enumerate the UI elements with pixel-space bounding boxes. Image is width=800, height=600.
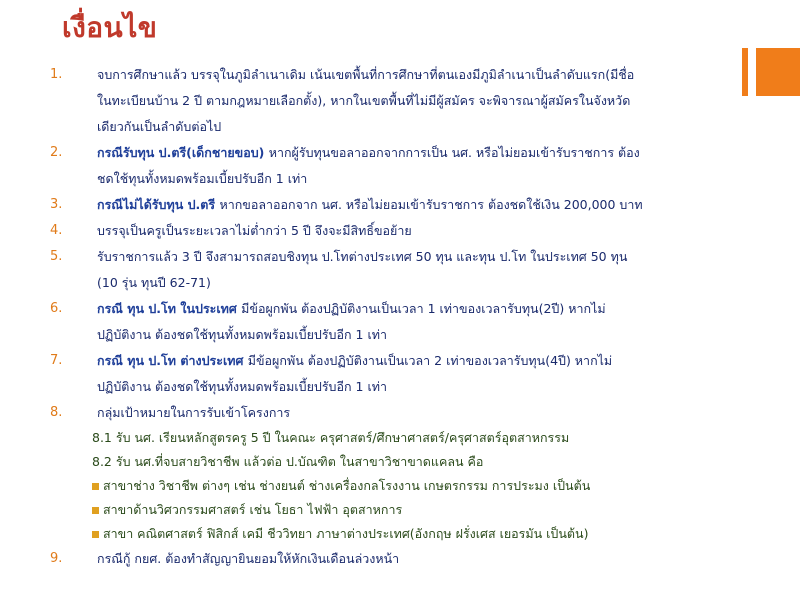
item-line [97,400,740,426]
item-lead: กรณีไม่ได้รับทุน ป.ตรี [97,197,220,212]
bullet-text: สาขาช่าง วิชาชีพ ต่างๆ เช่น ช่างยนต์ ช่างเครื่องกลโรงงาน เกษตรกรรม การประมง เป็นต้น [103,478,591,493]
square-bullet-icon [92,531,99,538]
item-text: หากผู้รับทุนขอลาออกจากการเป็น นศ. หรือไม่ยอมเข้ารับราชการ ต้อง [268,145,640,160]
accent-box [756,48,800,96]
item-line [97,62,740,88]
item-number: 3. [50,197,63,212]
item-number: 2. [50,145,63,160]
item-line [97,348,740,374]
item-line [97,114,740,140]
square-bullet-icon [92,483,99,490]
item-number: 1. [50,67,63,82]
list-item [0,546,740,572]
item-line [97,88,740,114]
item-number: 8. [50,405,63,420]
item-text: เดียวกันเป็นลำดับต่อไป [97,119,222,134]
item-number: 5. [50,249,63,264]
item-text: กรณีกู้ กยศ. ต้องทำสัญญายินยอมให้หักเงินเดือนล่วงหน้า [97,551,400,566]
bullet-item [0,474,740,498]
list-item [0,62,740,140]
item-text: ในทะเบียนบ้าน 2 ปี ตามกฎหมายเลือกตั้ง), หากในเขตพื้นที่ไม่มีผู้สมัคร จะพิจารณาผู้สมัครในจังหวัด [97,93,631,108]
item-text: มีข้อผูกพัน ต้องปฏิบัติงานเป็นเวลา 1 เท่าของเวลารับทุน(2ปี) หากไม่ [241,301,606,316]
item-text: ชดใช้ทุนทั้งหมดพร้อมเบี้ยปรับอีก 1 เท่า [97,171,308,186]
item-number: 7. [50,353,63,368]
list-item [0,218,740,244]
sub-item: 8.1 รับ นศ. เรียนหลักสูตรครู 5 ปี ในคณะ ครุศาสตร์/ศึกษาศาสตร์/ครุศาสตร์อุตสาหกรรม [92,430,570,445]
item-text: มีข้อผูกพัน ต้องปฏิบัติงานเป็นเวลา 2 เท่าของเวลารับทุน(4ปี) หากไม่ [247,353,613,368]
sub-item: 8.2 รับ นศ.ที่จบสายวิชาชีพ แล้วต่อ ป.บัณฑิต ในสาขาวิชาขาดแคลน คือ [92,454,484,469]
item-text: รับราชการแล้ว 3 ปี จึงสามารถสอบชิงทุน ป.โทต่างประเทศ 50 ทุน และทุน ป.โท ในประเทศ 50 ทุน [97,249,628,264]
item-line [97,296,740,322]
item-line [97,270,740,296]
item-number: 6. [50,301,63,316]
item-line [97,244,740,270]
item-line [97,192,740,218]
item-text: ปฏิบัติงาน ต้องชดใช้ทุนทั้งหมดพร้อมเบี้ยปรับอีก 1 เท่า [97,379,387,394]
item-lead: กรณี ทุน ป.โท ในประเทศ [97,301,242,316]
item-text: (10 รุ่น ทุนปี 62-71) [97,275,211,290]
bullet-item [0,498,740,522]
item-text: หากขอลาออกจาก นศ. หรือไม่ยอมเข้ารับราชการ ต้องชดใช้เงิน 200,000 บาท [219,197,643,212]
bullet-text: สาขาด้านวิศวกรรมศาสตร์ เช่น โยธา ไฟฟ้า อุตสาหการ [103,502,403,517]
item-line [97,374,740,400]
page-title: เงื่อนไข [62,11,158,44]
list-item [0,140,740,192]
item-number: 9. [50,551,63,566]
item-line [97,140,740,166]
conditions-list [0,62,740,572]
item-line [97,218,740,244]
list-item [0,244,740,296]
item-number: 4. [50,223,63,238]
item-text: บรรจุเป็นครูเป็นระยะเวลาไม่ต่ำกว่า 5 ปี จึงจะมีสิทธิ์ขอย้าย [97,223,412,238]
bullet-text: สาขา คณิตศาสตร์ ฟิสิกส์ เคมี ชีววิทยา ภาษาต่างประเทศ(อังกฤษ ฝรั่งเศส เยอรมัน เป็นต้น) [103,526,589,541]
item-text: ปฏิบัติงาน ต้องชดใช้ทุนทั้งหมดพร้อมเบี้ยปรับอีก 1 เท่า [97,327,387,342]
list-item [0,348,740,400]
item-text: จบการศึกษาแล้ว บรรจุในภูมิลำเนาเดิม เน้นเขตพื้นที่การศึกษาที่ตนเองมีภูมิลำเนาเป็นลำดับแรก(มีชื่อ [97,67,635,82]
item-line [97,322,740,348]
list-item [0,400,740,426]
list-item [0,192,740,218]
item-lead: กรณีรับทุน ป.ตรี(เด็กชายขอบ) [97,145,269,160]
item-lead: กรณี ทุน ป.โท ต่างประเทศ [97,353,248,368]
list-item [0,296,740,348]
accent-bar [742,48,748,96]
square-bullet-icon [92,507,99,514]
bullet-item [0,522,740,546]
item-line [97,166,740,192]
item-text: กลุ่มเป้าหมายในการรับเข้าโครงการ [97,405,291,420]
